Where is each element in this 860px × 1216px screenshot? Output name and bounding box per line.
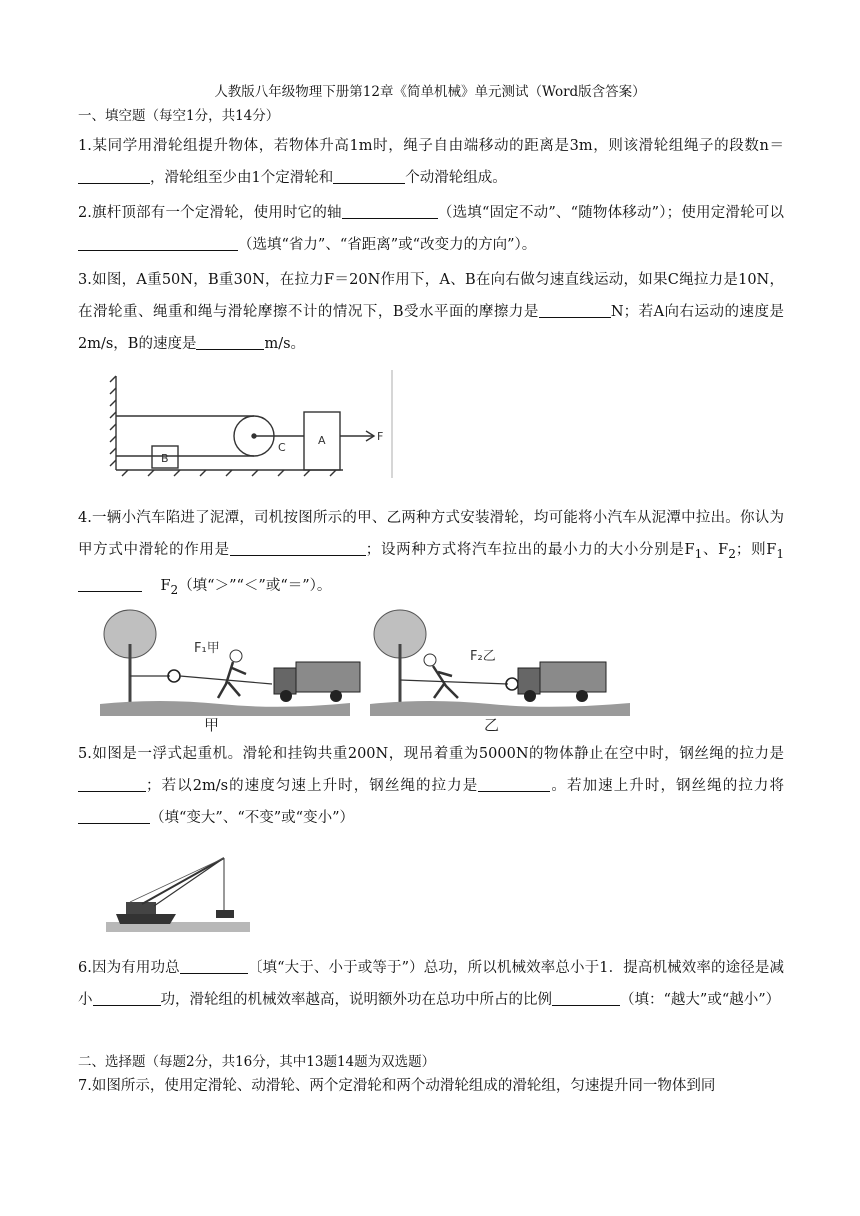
question-4 (78, 502, 784, 606)
question-4-text-d: ；则F (735, 542, 777, 558)
subscript: 2 (170, 582, 179, 597)
question-5 (78, 738, 784, 834)
question-6 (78, 952, 784, 1016)
answer-blank[interactable] (93, 989, 161, 1006)
scene-right (370, 610, 630, 734)
label-a: A (318, 434, 326, 447)
label-c: C (278, 441, 286, 454)
figure-car-pulleys (100, 604, 640, 736)
question-4-text-b: ；设两种方式将汽车拉出的最小力的大小分别是F (365, 542, 695, 558)
answer-blank[interactable] (333, 167, 405, 184)
scene-left (100, 610, 360, 734)
answer-blank[interactable] (478, 775, 550, 792)
answer-blank[interactable] (539, 301, 611, 318)
question-4-text-e: F (160, 577, 171, 594)
question-3-text-b: N；若A向右运动的速度是2m/s，B的速度是 (78, 304, 784, 352)
answer-blank[interactable] (78, 807, 150, 824)
answer-blank[interactable] (196, 333, 264, 350)
answer-blank[interactable] (78, 775, 146, 792)
question-4-text-a: 4.一辆小汽车陷进了泥潭，司机按图所示的甲、乙两种方式安装滑轮，均可能将小汽车从泥潭中拉出。你认为甲方式中滑轮的作用是 (78, 510, 784, 558)
figure-floating-crane (106, 852, 250, 934)
caption-yi: 乙 (484, 716, 500, 734)
force-label-f2: F₂乙 (470, 649, 496, 664)
label-b: B (161, 452, 169, 465)
subscript: 1 (694, 546, 703, 561)
answer-blank[interactable] (552, 989, 620, 1006)
subscript: 1 (776, 546, 785, 561)
question-5-text-d: （填“变大”、“不变”或“变小”） (150, 810, 354, 826)
answer-blank[interactable] (342, 202, 438, 219)
question-4-text-f: （填“＞”“＜”或“＝”）。 (178, 577, 332, 594)
question-1-text-b: ，滑轮组至少由1个定滑轮和 (150, 170, 334, 186)
question-2-text-a: 2.旗杆顶部有一个定滑轮，使用时它的轴 (78, 205, 342, 221)
section-fill-in-heading: 一、填空题（每空1分，共14分） (78, 108, 280, 124)
answer-blank[interactable] (78, 167, 150, 184)
question-1 (78, 130, 784, 194)
question-6-text-d: （填：“越大”或“越小”） (620, 992, 781, 1008)
question-3-text-c: m/s。 (264, 336, 306, 352)
label-f: F (377, 430, 384, 443)
question-6-text-c: 功，滑轮组的机械效率越高，说明额外功在总功中所占的比例 (160, 992, 552, 1008)
answer-blank[interactable] (78, 234, 238, 251)
answer-blank[interactable] (78, 575, 142, 592)
subscript: 2 (728, 546, 736, 561)
section-choice-heading: 二、选择题（每题2分，共16分，其中13题14题为双选题） (78, 1054, 436, 1070)
caption-jia: 甲 (204, 716, 220, 734)
question-5-text-b: ；若以2m/s的速度匀速上升时，钢丝绳的拉力是 (146, 778, 479, 794)
question-1-text-a: 1.某同学用滑轮组提升物体，若物体升高1m时，绳子自由端移动的距离是3m，则该滑轮组绳子的段数n＝ (78, 138, 784, 154)
force-label-f1: F₁甲 (194, 641, 220, 656)
question-6-text-b: 〔填“大于、小于或等于”）总功，所以机械效率总小于1．提高机械效率的途径是减小 (78, 960, 784, 1008)
question-2-text-b: （选填“固定不动”、“随物体移动”）；使用定滑轮可以 (437, 205, 784, 221)
question-7: 7.如图所示，使用定滑轮、动滑轮、两个定滑轮和两个动滑轮组成的滑轮组，匀速提升同一物体到同 (78, 1078, 716, 1094)
figure-pulley-blocks (108, 370, 398, 478)
document-title: 人教版八年级物理下册第12章《简单机械》单元测试（Word版含答案） (214, 84, 646, 100)
question-2-text-c: （选填“省力”、“省距离”或“改变力的方向”）。 (238, 237, 537, 253)
question-5-text-c: 。若加速上升时，钢丝绳的拉力将 (550, 778, 784, 794)
question-5-text-a: 5.如图是一浮式起重机。滑轮和挂钩共重200N，现吊着重为5000N的物体静止在空中时，钢丝绳的拉力是 (78, 746, 784, 762)
question-3 (78, 264, 784, 360)
question-3-text-a: 3.如图，A重50N，B重30N，在拉力F＝20N作用下，A、B在向右做匀速直线运动，如果C绳拉力是10N，在滑轮重、绳重和绳与滑轮摩擦不计的情况下，B受水平面的摩擦力是 (78, 272, 784, 320)
question-4-text-c: 、F (702, 542, 729, 558)
answer-blank[interactable] (180, 957, 248, 974)
question-6-text-a: 6.因为有用功总 (78, 960, 180, 976)
answer-blank[interactable] (230, 539, 366, 556)
question-2 (78, 197, 784, 261)
question-1-text-c: 个动滑轮组成。 (405, 170, 507, 186)
